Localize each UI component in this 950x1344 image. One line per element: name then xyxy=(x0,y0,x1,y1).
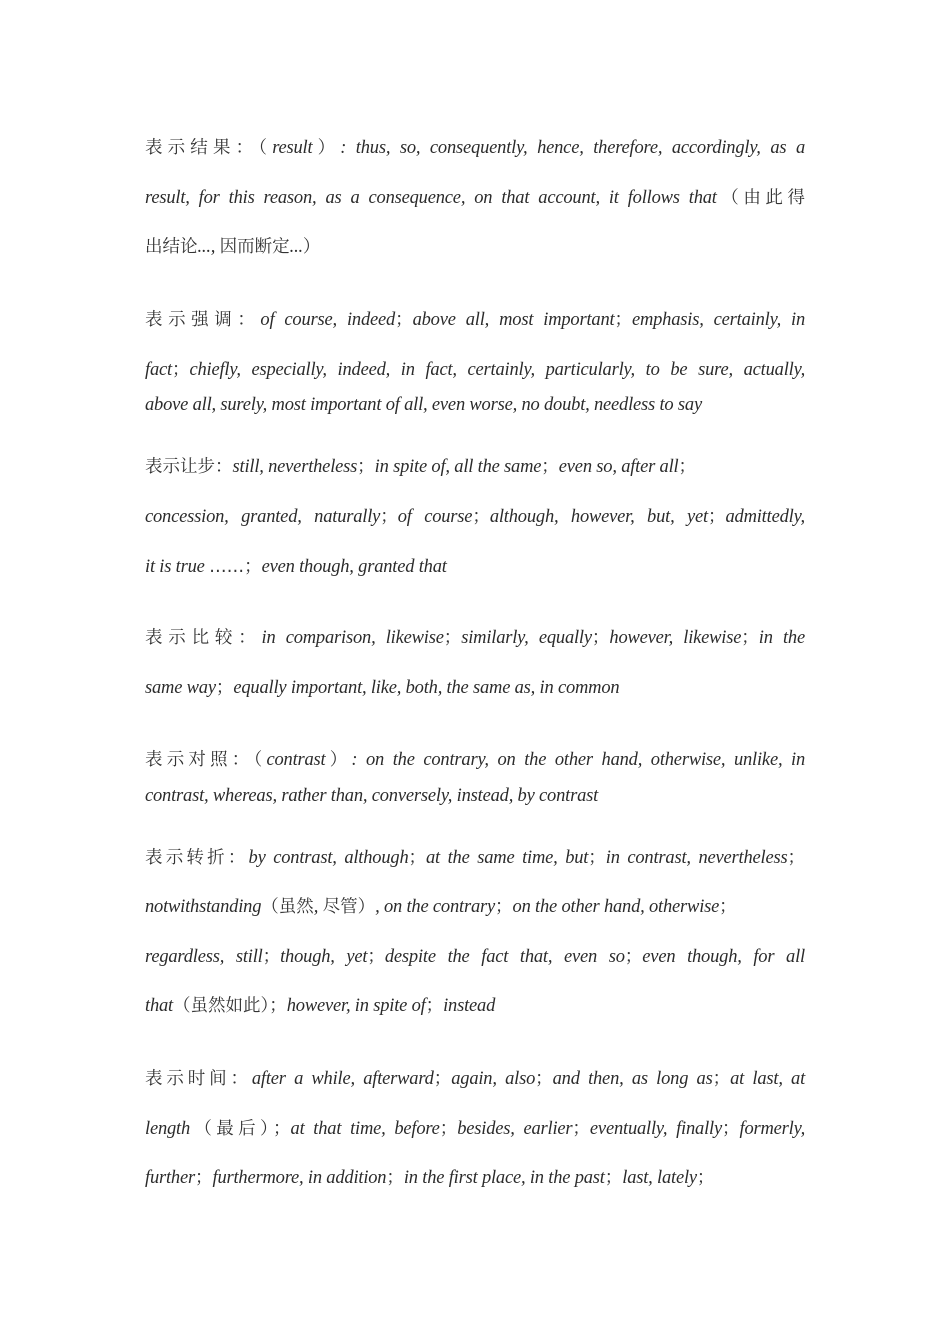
text-line: fact；chiefly, especially, indeed, in fact, certainly, particularly, to be sure, actually, xyxy=(145,360,805,380)
text-line: 出结论..., 因而断定...） xyxy=(145,237,321,257)
text-line: above all, surely, most important of all, even worse, no doubt, needless to say xyxy=(145,395,702,415)
text-line: 表示强调：of course, indeed；above all, most important；emphasis, certainly, in xyxy=(145,310,805,330)
text-line: regardless, still；though, yet；despite the fact that, even so；even though, for all xyxy=(145,947,805,967)
text-line: 表示结果：（result）: thus, so, consequently, hence, therefore, accordingly, as a xyxy=(145,138,805,158)
text-line: result, for this reason, as a consequence, on that account, it follows that（由此得 xyxy=(145,188,805,208)
text-line: length（最后）；at that time, before；besides, earlier；eventually, finally；formerly, xyxy=(145,1119,806,1139)
text-line: 表示时间：after a while, afterward；again, also；and then, as long as；at last, at xyxy=(145,1069,806,1089)
text-line: concession, granted, naturally；of course；although, however, but, yet；admittedly, xyxy=(145,507,805,527)
text-line: notwithstanding（虽然, 尽管）, on the contrary；on the other hand, otherwise； xyxy=(145,897,737,917)
text-line: same way；equally important, like, both, the same as, in common xyxy=(145,678,620,698)
text-line: 表示对照：（contrast）: on the contrary, on the other hand, otherwise, unlike, in xyxy=(145,750,805,770)
text-line: further；furthermore, in addition；in the first place, in the past；last, lately； xyxy=(145,1168,715,1188)
text-line: 表示比较：in comparison, likewise；similarly, equally；however, likewise；in the xyxy=(145,628,805,648)
text-line: 表示转折：by contrast, although；at the same time, but；in contrast, nevertheless； xyxy=(145,848,805,868)
text-line: it is true ……；even though, granted that xyxy=(145,557,447,577)
text-line: contrast, whereas, rather than, conversely, instead, by contrast xyxy=(145,786,599,806)
text-line: 表示让步：still, nevertheless；in spite of, all the same；even so, after all； xyxy=(145,457,696,477)
text-line: that（虽然如此）；however, in spite of；instead xyxy=(145,996,496,1016)
